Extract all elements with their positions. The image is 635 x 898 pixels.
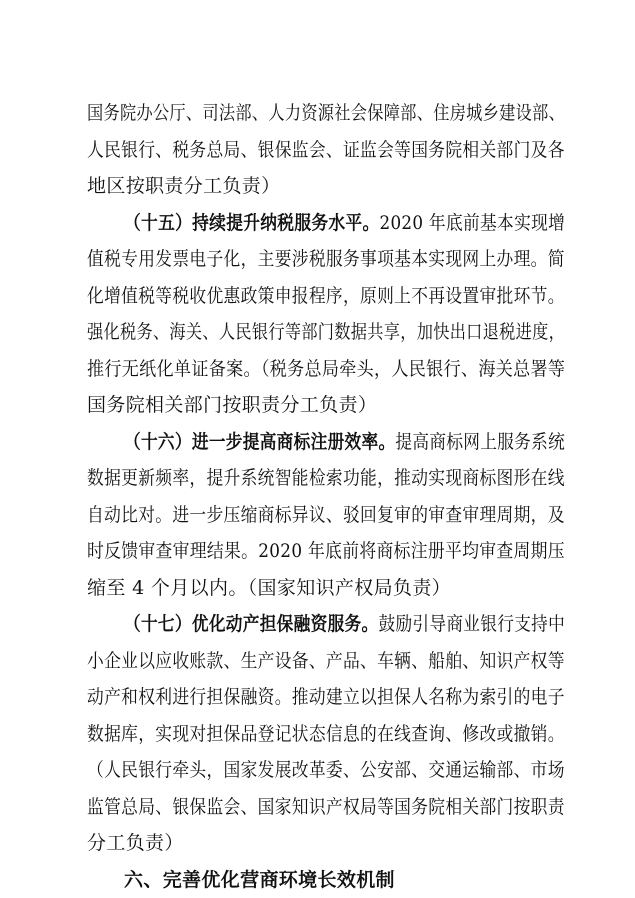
- item-17-heading: （十七）优化动产担保融资服务。: [124, 613, 379, 635]
- item-15-text: 2020 年底前基本实现增: [379, 212, 566, 234]
- body-text-line: 值税专用发票电子化，主要涉税服务事项基本实现网上办理。简: [87, 248, 565, 270]
- paragraph-item-16-first-line: [124, 430, 565, 454]
- body-text-line: 监管总局、银保监会、国家知识产权局等国务院相关部门按职责: [87, 796, 565, 818]
- item-15-heading: （十五）持续提升纳税服务水平。: [124, 212, 380, 234]
- body-text-line: （人民银行牵头，国家发展改革委、公安部、交通运输部、市场: [87, 759, 565, 781]
- body-text-line: 数据更新频率，提升系统智能检索功能，推动实现商标图形在线: [87, 467, 565, 489]
- body-text-line: 小企业以应收账款、生产设备、产品、车辆、船舶、知识产权等: [87, 650, 565, 672]
- item-16-heading: （十六）进一步提高商标注册效率。: [124, 431, 396, 453]
- body-text-line: 缩至 4 个月以内。（国家知识产权局负责）: [87, 577, 452, 599]
- item-17-text: 鼓励引导商业银行支持中: [378, 613, 566, 635]
- body-text-line: 地区按职责分工负责）: [87, 175, 281, 197]
- body-text-line: 分工负责）: [87, 832, 184, 854]
- body-text-line: 国务院办公厅、司法部、人力资源社会保障部、住房城乡建设部、: [87, 102, 566, 124]
- body-text-line: 化增值税等税收优惠政策申报程序，原则上不再设置审批环节。: [87, 285, 565, 307]
- body-text-line: 人民银行、税务总局、银保监会、证监会等国务院相关部门及各: [87, 139, 565, 161]
- body-text-line: 数据库，实现对担保品登记状态信息的在线查询、修改或撤销。: [87, 723, 565, 745]
- body-text-line: 自动比对。进一步压缩商标异议、驳回复审的审查审理周期，及: [87, 504, 565, 526]
- item-16-text: 提高商标网上服务系统: [395, 431, 566, 453]
- paragraph-item-15-first-line: [124, 211, 565, 235]
- section-6-heading: 六、完善优化营商环境长效机制: [124, 869, 395, 891]
- body-text-line: 国务院相关部门按职责分工负责）: [87, 394, 378, 416]
- paragraph-item-17-first-line: [124, 612, 565, 636]
- body-text-line: 强化税务、海关、人民银行等部门数据共享，加快出口退税进度，: [87, 321, 566, 343]
- body-text-line: 推行无纸化单证备案。（税务总局牵头，人民银行、海关总署等: [87, 358, 566, 380]
- body-text-line: 时反馈审查审理结果。2020 年底前将商标注册平均审查周期压: [87, 540, 565, 562]
- body-text-line: 动产和权利进行担保融资。推动建立以担保人名称为索引的电子: [87, 686, 565, 708]
